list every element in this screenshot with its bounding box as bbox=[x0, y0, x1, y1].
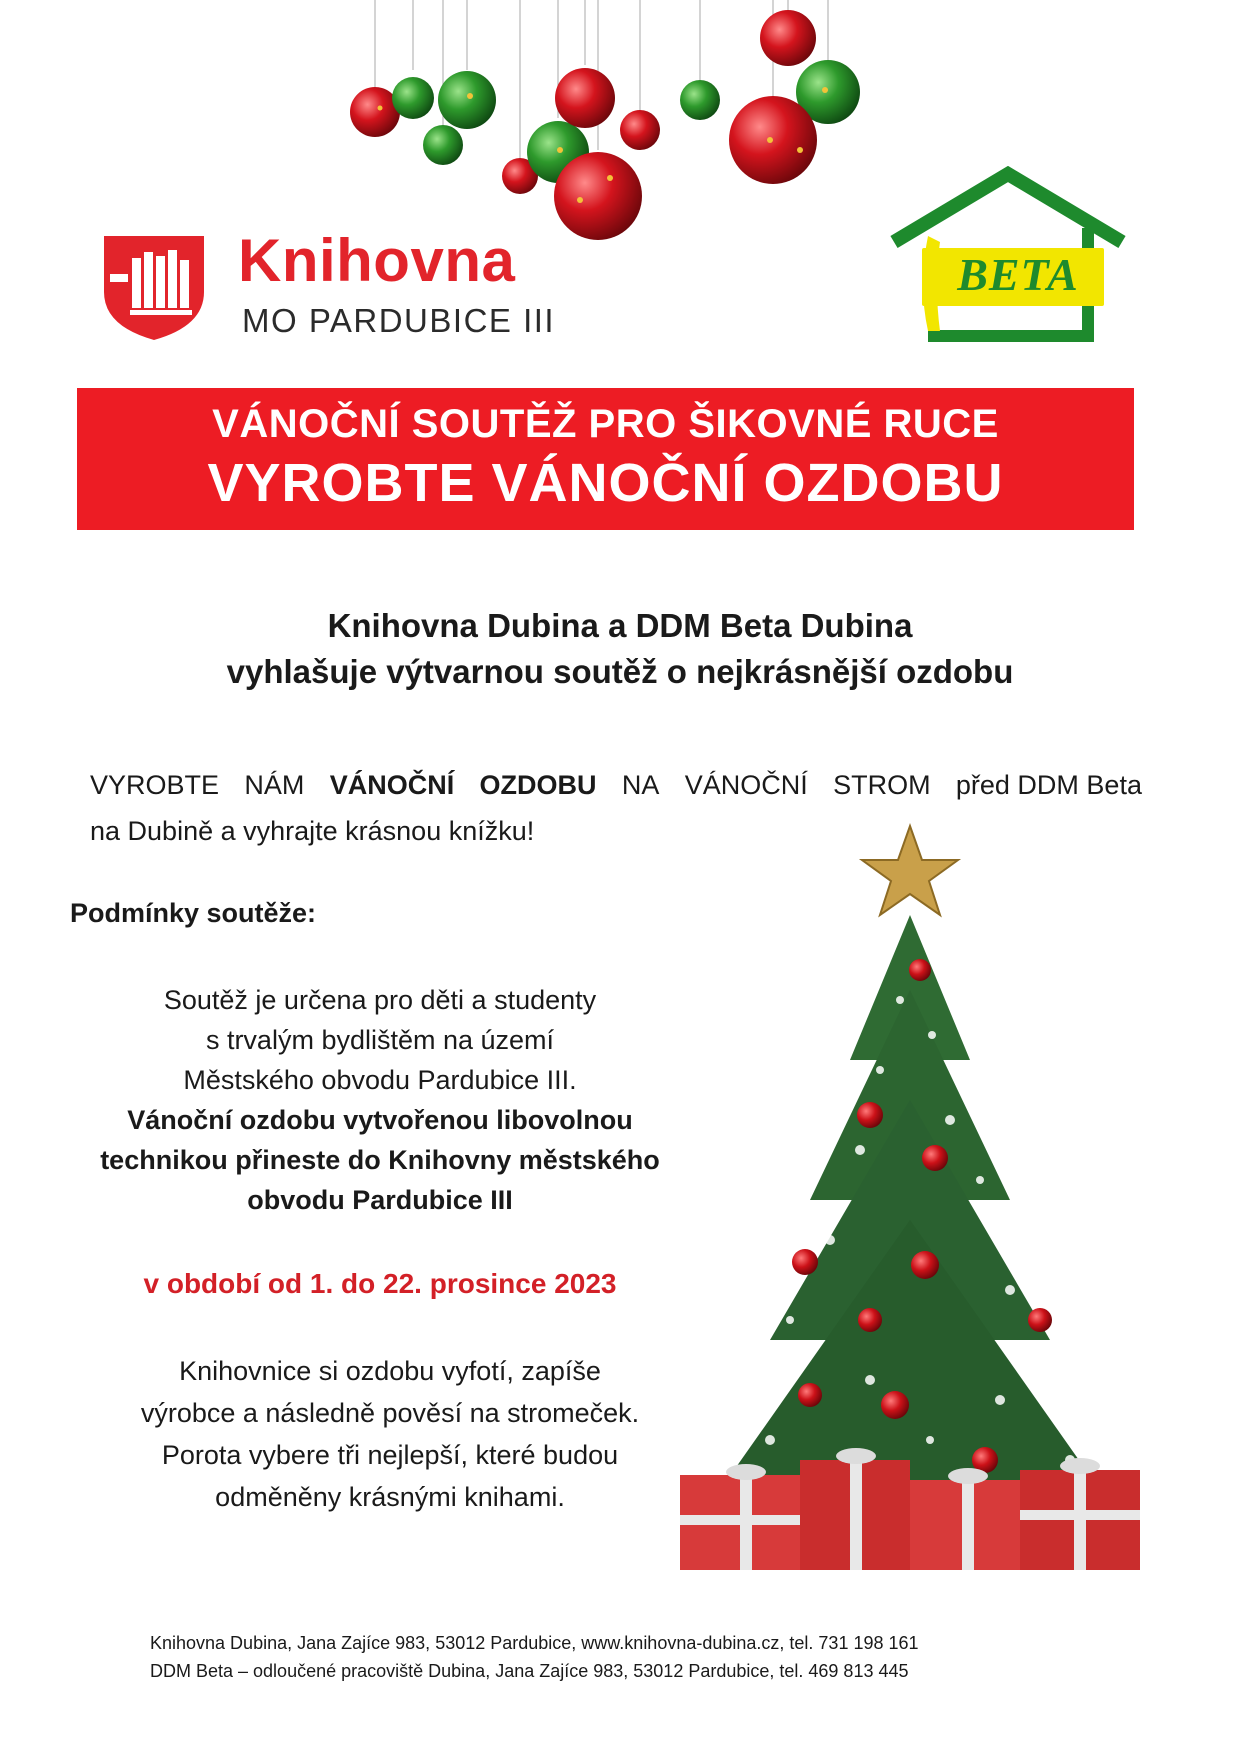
conditions-line-bold: obvodu Pardubice III bbox=[247, 1185, 513, 1215]
call-word: VYROBTE bbox=[90, 770, 220, 800]
conditions-line: s trvalým bydlištěm na území bbox=[205, 1025, 555, 1055]
intro-heading bbox=[60, 603, 1180, 695]
call-word: NÁM bbox=[244, 770, 305, 800]
title-banner bbox=[77, 388, 1134, 530]
banner-subtitle: VÁNOČNÍ SOUTĚŽ PRO ŠIKOVNÉ RUCE bbox=[212, 402, 999, 446]
call-line-2: na Dubině a vyhrajte krásnou knížku! bbox=[90, 816, 535, 846]
library-shield-icon bbox=[100, 230, 208, 342]
competition-period: v období od 1. do 22. prosince 2023 bbox=[143, 1268, 617, 1299]
conditions-line: Soutěž je určena pro děti a studenty bbox=[163, 985, 597, 1015]
call-word-bold: OZDOBU bbox=[479, 770, 597, 800]
call-word: NA bbox=[621, 770, 660, 800]
intro-line-2: vyhlašuje výtvarnou soutěž o nejkrásnější ozdobu bbox=[226, 653, 1014, 690]
banner-title: VYROBTE VÁNOČNÍ OZDOBU bbox=[207, 453, 1004, 513]
footer bbox=[150, 1629, 919, 1685]
conditions-line-bold: Vánoční ozdobu vytvořenou libovolnou bbox=[127, 1105, 633, 1135]
library-logo bbox=[100, 226, 556, 346]
call-word: před DDM Beta bbox=[955, 770, 1142, 800]
outro-line: Knihovnice si ozdobu vyfotí, zapíše bbox=[179, 1356, 601, 1386]
christmas-tree-image bbox=[670, 820, 1160, 1580]
intro-line-1: Knihovna Dubina a DDM Beta Dubina bbox=[327, 607, 913, 644]
outro-line: Porota vybere tři nejlepší, které budou bbox=[161, 1440, 619, 1470]
conditions-line-bold: technikou přineste do Knihovny městského bbox=[100, 1145, 660, 1175]
library-logo-name: Knihovna bbox=[238, 227, 516, 294]
conditions-title: Podmínky soutěže: bbox=[70, 898, 317, 928]
outro-line: odměněny krásnými knihami. bbox=[215, 1482, 565, 1512]
call-word-bold: VÁNOČNÍ bbox=[329, 770, 455, 800]
conditions-line: Městského obvodu Pardubice III. bbox=[183, 1065, 577, 1095]
beta-logo bbox=[888, 166, 1128, 346]
beta-logo-name: BETA bbox=[957, 249, 1079, 300]
call-word: STROM bbox=[833, 770, 931, 800]
footer-ddm-contact: DDM Beta – odloučené pracoviště Dubina, Jana Zajíce 983, 53012 Pardubice, tel. 469 813 445 bbox=[150, 1661, 909, 1681]
conditions-text bbox=[60, 980, 700, 1220]
library-logo-subtitle: MO PARDUBICE III bbox=[242, 302, 556, 339]
footer-library-contact: Knihovna Dubina, Jana Zajíce 983, 53012 Pardubice, www.knihovna-dubina.cz, tel. 731 198 161 bbox=[150, 1633, 919, 1653]
christmas-ornaments-image bbox=[330, 0, 950, 250]
call-line-1 bbox=[90, 762, 1142, 808]
outro-line: výrobce a následně pověsí na stromeček. bbox=[140, 1398, 640, 1428]
outro-text bbox=[60, 1350, 720, 1518]
call-word: VÁNOČNÍ bbox=[684, 770, 808, 800]
